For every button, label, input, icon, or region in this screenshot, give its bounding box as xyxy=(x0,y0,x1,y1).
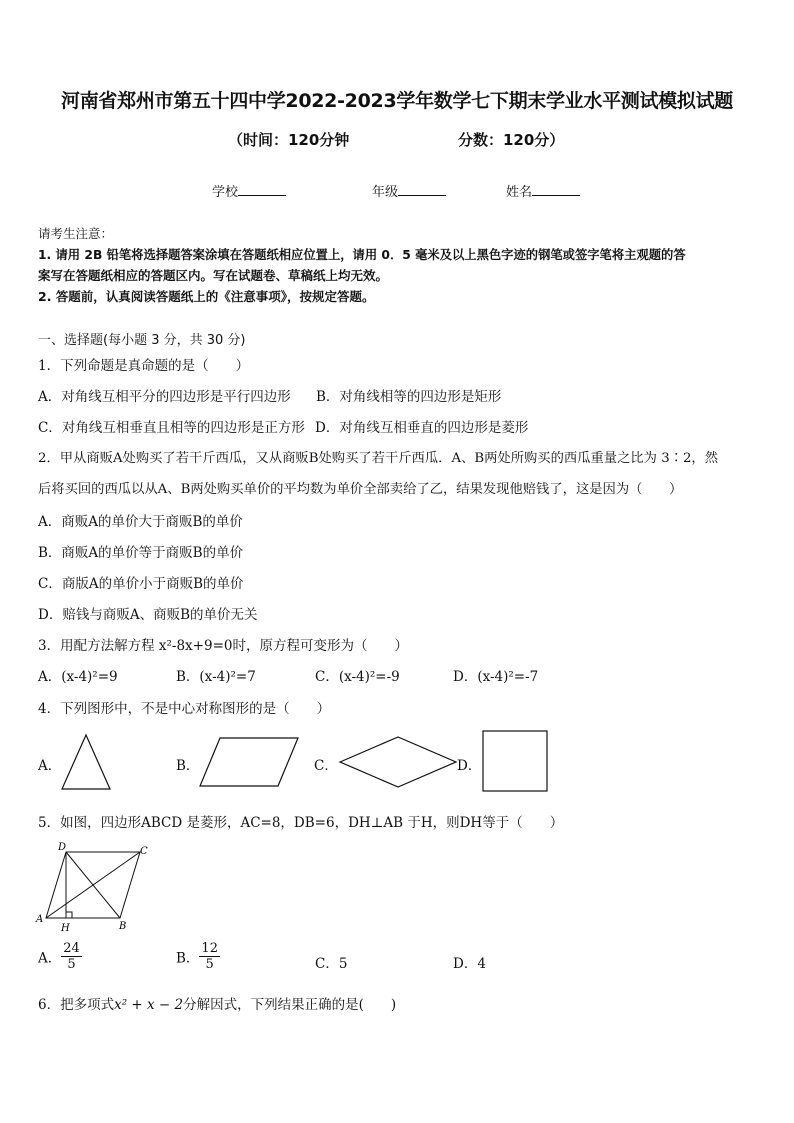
notice-heading: 请考生注意： xyxy=(38,226,114,241)
grade-label: 年级 xyxy=(372,185,399,200)
name-field xyxy=(506,181,580,200)
q2-option-d: D．赔钱与商贩A、商贩B的单价无关 xyxy=(38,607,258,623)
q6-stem-suffix: 分解因式，下列结果正确的是( ) xyxy=(183,997,397,1013)
q3-option-a: A．(x-4)²=9 xyxy=(38,669,118,685)
exam-time: （时间：120分钟 xyxy=(228,131,350,149)
q2-option-c: C．商版A的单价小于商贩B的单价 xyxy=(38,576,244,592)
square-shape xyxy=(481,729,549,793)
parallelogram-shape xyxy=(198,736,300,788)
q4-option-c-label: C． xyxy=(314,758,338,774)
q2-stem-line-2: 后将买回的西瓜以从A、B两处购买单价的平均数为单价全部卖给了乙，结果发现他赔钱了，这是因为（ ） xyxy=(38,482,683,497)
name-label: 姓名 xyxy=(506,185,533,200)
point-h-label: H xyxy=(61,923,70,934)
notice-line-1b: 案写在答题纸相应的答题区内。写在试题卷、草稿纸上均无效。 xyxy=(38,268,389,283)
point-d-label: D xyxy=(58,842,67,853)
q1-option-d: D．对角线互相垂直的四边形是菱形 xyxy=(315,420,529,436)
q6-stem-prefix: 6．把多项式 xyxy=(38,997,115,1013)
q3-stem: 3．用配方法解方程 x²-8x+9=0时，原方程可变形为（ ） xyxy=(38,638,408,654)
q5-option-a-fraction xyxy=(61,941,82,972)
q1-stem: 1．下列命题是真命题的是（ ） xyxy=(38,358,250,374)
point-a-label: A xyxy=(36,914,44,925)
exam-title: 河南省郑州市第五十四中学2022-2023学年数学七下期末学业水平测试模拟试题 xyxy=(61,90,733,112)
q4-option-b-label: B． xyxy=(176,758,200,774)
school-field xyxy=(212,181,286,200)
triangle-shape xyxy=(60,733,112,791)
fraction-denominator: 5 xyxy=(67,957,76,972)
exam-score: 分数：120分） xyxy=(458,131,565,149)
school-label: 学校 xyxy=(212,185,239,200)
q2-option-b: B．商贩A的单价等于商贩B的单价 xyxy=(38,545,244,561)
q1-option-a: A．对角线互相平分的四边形是平行四边形 xyxy=(38,389,291,405)
fraction-numerator: 24 xyxy=(63,941,80,956)
notice-line-2: 2. 答题前，认真阅读答题纸上的《注意事项》，按规定答题。 xyxy=(38,289,375,304)
q3-option-c: C．(x-4)²=-9 xyxy=(315,669,400,685)
q5-option-b-fraction xyxy=(199,941,220,972)
name-blank xyxy=(532,183,580,196)
q3-option-b: B．(x-4)²=7 xyxy=(176,669,256,685)
grade-blank xyxy=(398,183,446,196)
notice-line-1: 1. 请用 2B 铅笔将选择题答案涂填在答题纸相应位置上，请用 0．5 毫米及以上黑色字迹的钢笔或签字笔将主观题的答 xyxy=(38,248,686,262)
fraction-numerator: 12 xyxy=(201,941,218,956)
q5-stem: 5．如图，四边形ABCD 是菱形，AC=8，DB=6，DH⊥AB 于H，则DH等于（ ） xyxy=(38,815,564,831)
q6-stem xyxy=(38,993,396,1013)
q5-option-a-prefix: A． xyxy=(38,950,62,967)
rhombus-shape xyxy=(338,735,458,789)
q1-option-b: B．对角线相等的四边形是矩形 xyxy=(316,389,502,405)
q5-option-d: D．4 xyxy=(453,956,486,972)
grade-field xyxy=(372,181,446,200)
q2-stem-line-1: 2．甲从商贩A处购买了若干斤西瓜，又从商贩B处购买了若干斤西瓜．A、B两处所购买的西瓜重量之比为 3∶2，然 xyxy=(38,451,719,466)
q2-option-a: A．商贩A的单价大于商贩B的单价 xyxy=(38,514,243,530)
q4-stem: 4．下列图形中，不是中心对称图形的是（ ） xyxy=(38,701,331,717)
point-b-label: B xyxy=(119,921,127,932)
q3-option-d: D．(x-4)²=-7 xyxy=(453,669,539,685)
q4-option-a-label: A． xyxy=(38,758,62,774)
q5-option-b xyxy=(176,941,220,972)
q1-option-c: C．对角线互相垂直且相等的四边形是正方形 xyxy=(38,420,305,436)
q4-option-d-label: D． xyxy=(457,758,482,774)
q6-polynomial: x² + x − 2 xyxy=(114,997,184,1013)
fraction-denominator: 5 xyxy=(205,957,214,972)
q5-option-a xyxy=(38,941,82,972)
point-c-label: C xyxy=(140,846,148,857)
q5-option-c: C．5 xyxy=(315,956,348,972)
q5-option-b-prefix: B． xyxy=(176,950,200,967)
rhombus-figure xyxy=(34,838,154,934)
section-heading: 一、选择题(每小题 3 分，共 30 分) xyxy=(38,333,246,348)
school-blank xyxy=(238,183,286,196)
